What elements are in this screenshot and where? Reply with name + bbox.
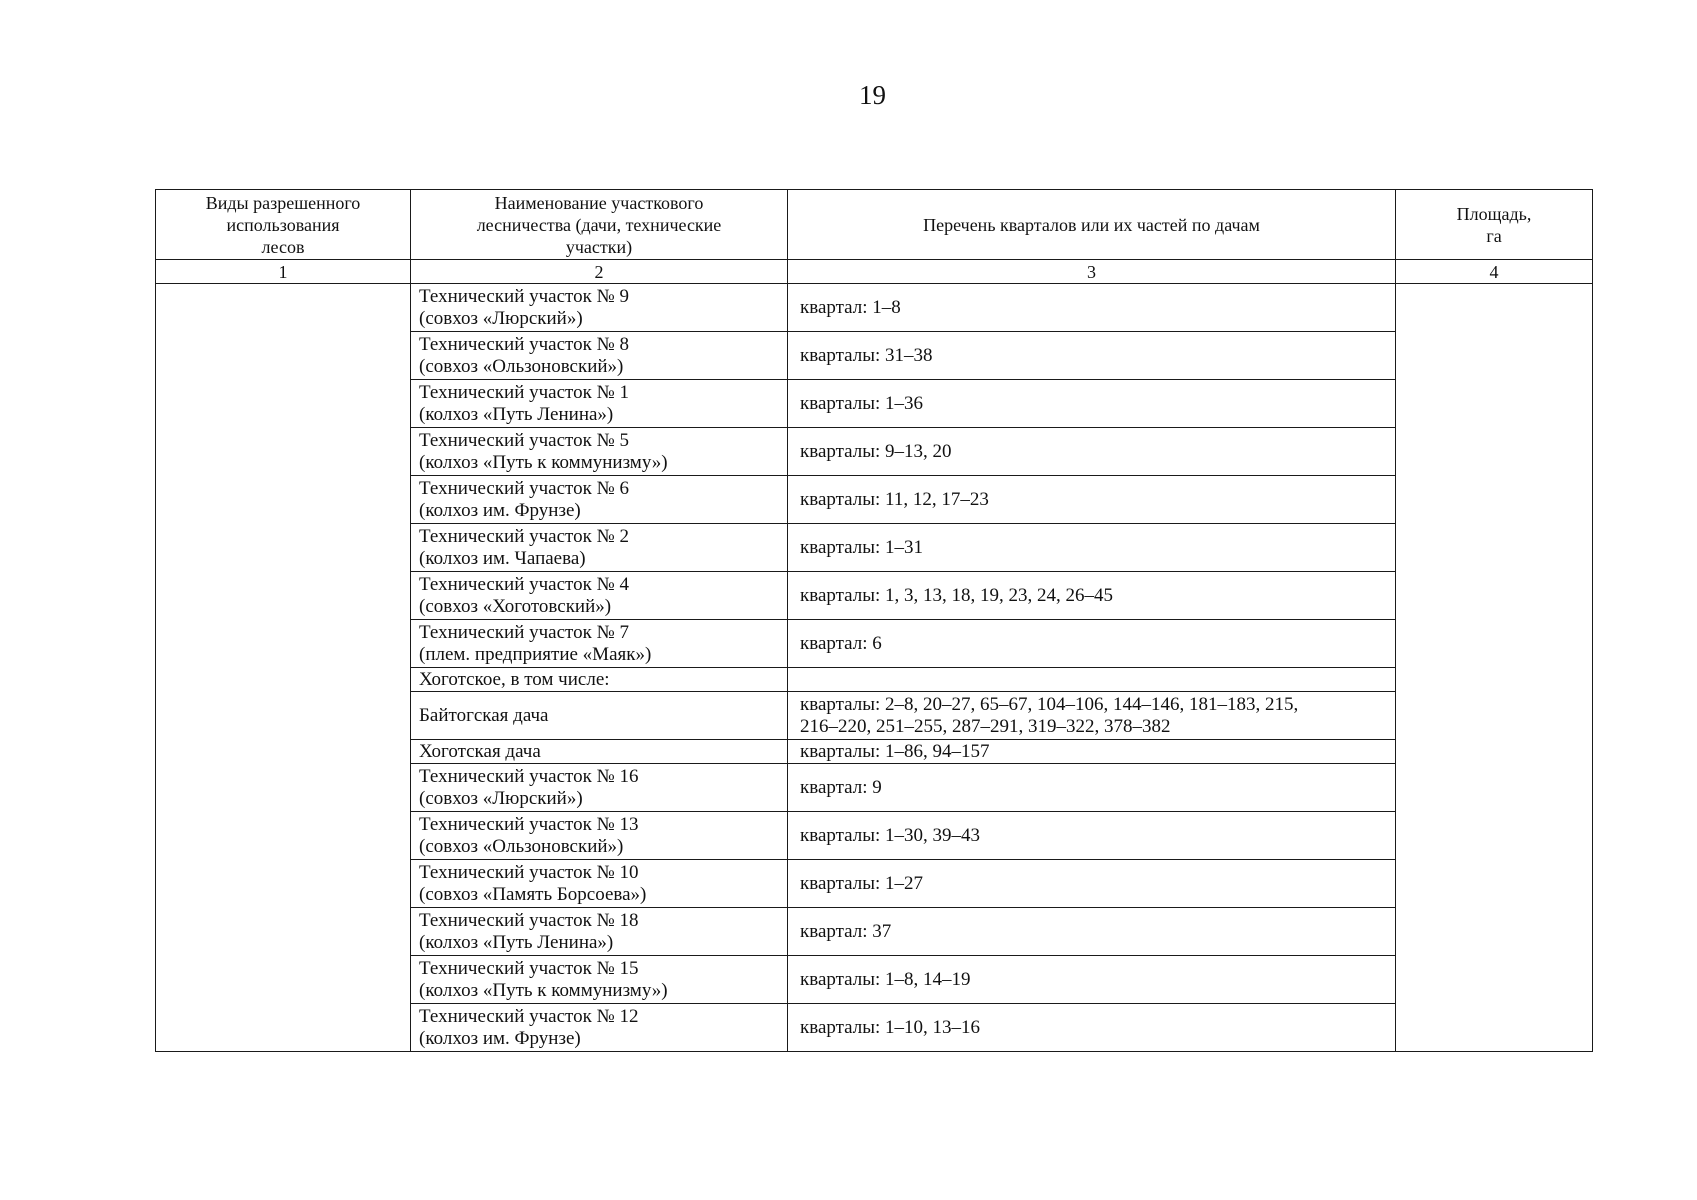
forestry-name-cell bbox=[411, 908, 788, 956]
column-number: 3 bbox=[788, 260, 1396, 284]
quarters-cell bbox=[788, 1004, 1396, 1052]
forestry-name-cell bbox=[411, 860, 788, 908]
forestry-name-cell bbox=[411, 956, 788, 1004]
forestry-name-line: Хоготское, в том числе: bbox=[419, 668, 610, 690]
forestry-name-line: (колхоз «Путь к коммунизму») bbox=[419, 979, 668, 1001]
forestry-name-line: (колхоз «Путь Ленина») bbox=[419, 931, 614, 953]
quarters-cell bbox=[788, 764, 1396, 812]
forestry-name-line: Технический участок № 10 bbox=[419, 861, 639, 883]
quarters-line: кварталы: 31–38 bbox=[800, 344, 933, 366]
forestry-name-cell bbox=[411, 620, 788, 668]
quarters-cell bbox=[788, 284, 1396, 332]
forestry-name-line: Технический участок № 6 bbox=[419, 477, 629, 499]
quarters-cell bbox=[788, 572, 1396, 620]
quarters-line: кварталы: 1–31 bbox=[800, 536, 924, 558]
forestry-name-line: Технический участок № 8 bbox=[419, 333, 629, 355]
forestry-name-line: (совхоз «Люрский») bbox=[419, 787, 583, 809]
forestry-name-cell bbox=[411, 380, 788, 428]
forestry-name-line: Технический участок № 2 bbox=[419, 525, 629, 547]
forestry-name-line: Технический участок № 18 bbox=[419, 909, 639, 931]
forestry-name-line: Технический участок № 1 bbox=[419, 381, 629, 403]
quarters-line: кварталы: 1–10, 13–16 bbox=[800, 1016, 981, 1038]
quarters-line: квартал: 9 bbox=[800, 776, 882, 798]
quarters-cell bbox=[788, 332, 1396, 380]
forestry-name-line: (колхоз им. Фрунзе) bbox=[419, 499, 581, 521]
forestry-name-line: (колхоз «Путь Ленина») bbox=[419, 403, 614, 425]
quarters-line: кварталы: 1, 3, 13, 18, 19, 23, 24, 26–45 bbox=[800, 584, 1114, 606]
quarters-line: кварталы: 1–27 bbox=[800, 872, 924, 894]
column-number: 4 bbox=[1396, 260, 1593, 284]
forestry-name-cell bbox=[411, 764, 788, 812]
forestry-name-cell bbox=[411, 692, 788, 740]
header-area: Площадь, га bbox=[1396, 190, 1593, 260]
page-number: 19 bbox=[859, 80, 886, 110]
quarters-cell bbox=[788, 380, 1396, 428]
column-number: 1 bbox=[156, 260, 411, 284]
table-row bbox=[156, 284, 1593, 332]
forestry-name-cell bbox=[411, 812, 788, 860]
forestry-name-line: Технический участок № 16 bbox=[419, 765, 639, 787]
forestry-name-line: Технический участок № 4 bbox=[419, 573, 629, 595]
forestry-name-line: (совхоз «Ользоновский») bbox=[419, 835, 624, 857]
quarters-line: кварталы: 1–36 bbox=[800, 392, 924, 414]
forestry-name-line: (совхоз «Люрский») bbox=[419, 307, 583, 329]
quarters-cell bbox=[788, 524, 1396, 572]
forestry-name-cell bbox=[411, 428, 788, 476]
quarters-cell bbox=[788, 956, 1396, 1004]
forestry-name-line: (колхоз им. Чапаева) bbox=[419, 547, 586, 569]
quarters-line: кварталы: 2–8, 20–27, 65–67, 104–106, 144–146, 181–183, 215, bbox=[800, 693, 1299, 715]
quarters-line: кварталы: 11, 12, 17–23 bbox=[800, 488, 989, 510]
quarters-line: квартал: 1–8 bbox=[800, 296, 901, 318]
table-body bbox=[156, 284, 1593, 1052]
header-forestry-name: Наименование участкового лесничества (дачи, технические участки) bbox=[411, 190, 788, 260]
header-quarters-list: Перечень кварталов или их частей по дачам bbox=[788, 190, 1396, 260]
quarters-cell bbox=[788, 620, 1396, 668]
forestry-name-cell bbox=[411, 668, 788, 692]
forestry-name-line: Байтогская дача bbox=[419, 704, 549, 726]
forestry-name-cell bbox=[411, 524, 788, 572]
header-permitted-use: Виды разрешенного использования лесов bbox=[156, 190, 411, 260]
forestry-name-line: Хоготская дача bbox=[419, 740, 541, 762]
forestry-name-cell bbox=[411, 572, 788, 620]
column-number-row bbox=[156, 260, 1593, 284]
forestry-name-line: (совхоз «Память Борсоева») bbox=[419, 883, 647, 905]
quarters-cell bbox=[788, 428, 1396, 476]
quarters-cell bbox=[788, 860, 1396, 908]
forestry-name-line: (колхоз им. Фрунзе) bbox=[419, 1027, 581, 1049]
forestry-name-line: Технический участок № 7 bbox=[419, 621, 629, 643]
forestry-name-cell bbox=[411, 332, 788, 380]
forestry-name-cell bbox=[411, 476, 788, 524]
quarters-cell bbox=[788, 908, 1396, 956]
forestry-name-cell bbox=[411, 1004, 788, 1052]
quarters-cell bbox=[788, 692, 1396, 740]
forestry-name-cell bbox=[411, 740, 788, 764]
quarters-line: кварталы: 1–8, 14–19 bbox=[800, 968, 971, 990]
forestry-name-line: Технический участок № 12 bbox=[419, 1005, 639, 1027]
forestry-name-cell bbox=[411, 284, 788, 332]
area-cell bbox=[1396, 284, 1593, 1052]
quarters-line: квартал: 37 bbox=[800, 920, 892, 942]
forestry-name-line: (колхоз «Путь к коммунизму») bbox=[419, 451, 668, 473]
forestry-name-line: (совхоз «Ользоновский») bbox=[419, 355, 624, 377]
quarters-line: 216–220, 251–255, 287–291, 319–322, 378–382 bbox=[800, 715, 1171, 737]
permitted-use-cell bbox=[156, 284, 411, 1052]
forestry-name-line: Технический участок № 9 bbox=[419, 285, 629, 307]
forestry-name-line: Технический участок № 15 bbox=[419, 957, 639, 979]
quarters-line: кварталы: 1–86, 94–157 bbox=[800, 740, 990, 762]
quarters-line: кварталы: 9–13, 20 bbox=[800, 440, 952, 462]
forestry-name-line: (совхоз «Хоготовский») bbox=[419, 595, 612, 617]
quarters-line: квартал: 6 bbox=[800, 632, 882, 654]
quarters-cell bbox=[788, 740, 1396, 764]
table-header-row bbox=[156, 190, 1593, 260]
forestry-name-line: Технический участок № 5 bbox=[419, 429, 629, 451]
quarters-line: кварталы: 1–30, 39–43 bbox=[800, 824, 981, 846]
column-number: 2 bbox=[411, 260, 788, 284]
forestry-name-line: Технический участок № 13 bbox=[419, 813, 639, 835]
quarters-cell bbox=[788, 668, 1396, 692]
forest-quarters-table bbox=[155, 189, 1593, 1052]
quarters-cell bbox=[788, 812, 1396, 860]
quarters-cell bbox=[788, 476, 1396, 524]
forestry-name-line: (плем. предприятие «Маяк») bbox=[419, 643, 652, 665]
